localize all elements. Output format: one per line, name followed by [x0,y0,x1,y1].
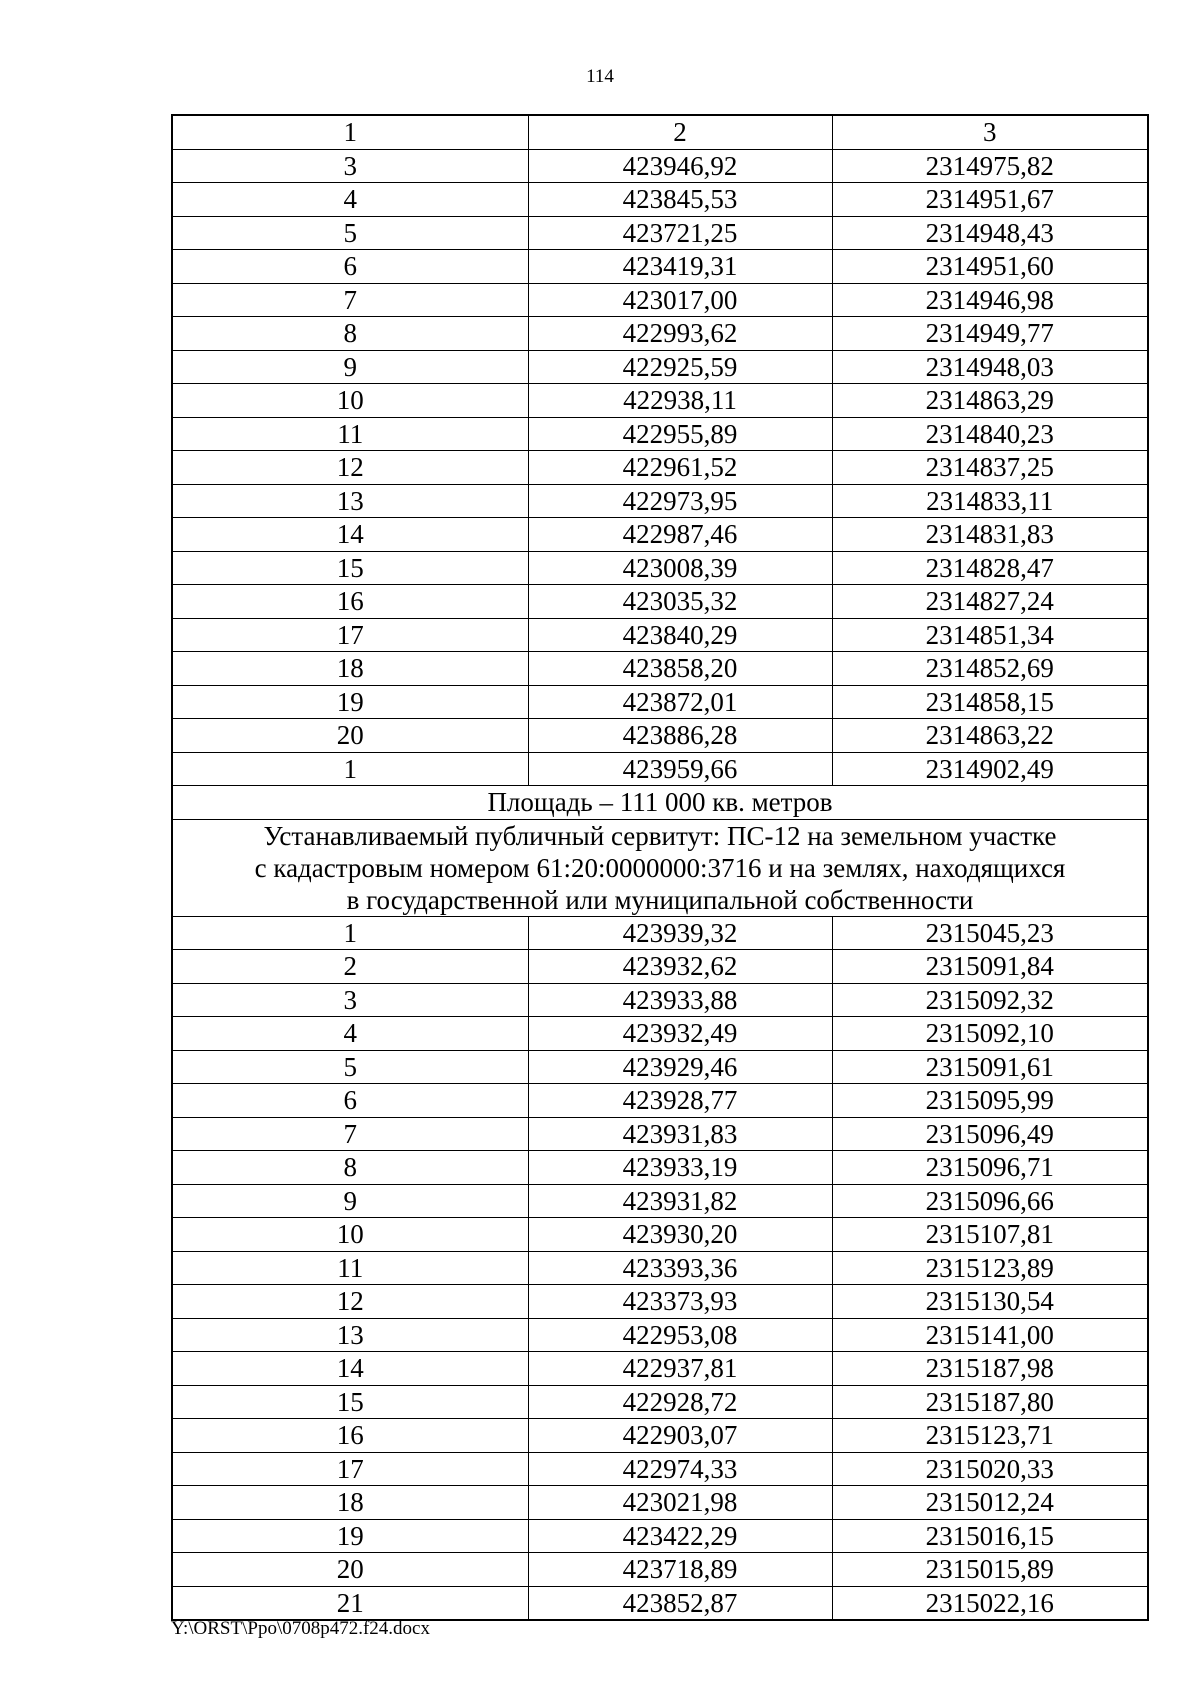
table-row [172,1519,1148,1553]
table-row [172,1452,1148,1486]
table-row [172,1218,1148,1252]
x-coordinate-cell: 423930,20 [528,1218,832,1252]
x-coordinate-cell: 422955,89 [528,417,832,451]
y-coordinate-cell: 2315096,66 [832,1184,1148,1218]
table-row [172,250,1148,284]
x-coordinate-cell: 422928,72 [528,1385,832,1419]
y-coordinate-cell: 2315091,84 [832,950,1148,984]
y-coordinate-cell: 2314858,15 [832,685,1148,719]
y-coordinate-cell: 2315123,89 [832,1251,1148,1285]
y-coordinate-cell: 2315130,54 [832,1285,1148,1319]
y-coordinate-cell: 2315091,61 [832,1050,1148,1084]
y-coordinate-cell: 2314946,98 [832,283,1148,317]
x-coordinate-cell: 423886,28 [528,719,832,753]
point-number-cell: 13 [172,1318,528,1352]
y-coordinate-cell: 2315022,16 [832,1586,1148,1620]
y-coordinate-cell: 2315107,81 [832,1218,1148,1252]
point-number-cell: 9 [172,1184,528,1218]
point-number-cell: 20 [172,719,528,753]
table-row [172,752,1148,786]
x-coordinate-cell: 423872,01 [528,685,832,719]
point-number-cell: 13 [172,484,528,518]
point-number-cell: 15 [172,1385,528,1419]
table-row [172,1151,1148,1185]
footer-file-path: Y:\ORST\Ppo\0708p472.f24.docx [171,1618,430,1639]
point-number-cell: 4 [172,1017,528,1051]
x-coordinate-cell: 423721,25 [528,216,832,250]
table-row [172,149,1148,183]
point-number-cell: 16 [172,585,528,619]
point-number-cell: 14 [172,1352,528,1386]
point-number-cell: 17 [172,618,528,652]
point-number-cell: 5 [172,1050,528,1084]
x-coordinate-cell: 422937,81 [528,1352,832,1386]
x-coordinate-cell: 423017,00 [528,283,832,317]
point-number-cell: 4 [172,183,528,217]
point-number-cell: 7 [172,283,528,317]
point-number-cell: 10 [172,1218,528,1252]
x-coordinate-cell: 423845,53 [528,183,832,217]
table-row [172,1017,1148,1051]
point-number-cell: 3 [172,983,528,1017]
x-coordinate-cell: 423929,46 [528,1050,832,1084]
servitude-description [172,819,1148,916]
x-coordinate-cell: 423928,77 [528,1084,832,1118]
point-number-cell: 3 [172,149,528,183]
point-number-cell: 19 [172,685,528,719]
area-row [172,786,1148,820]
x-coordinate-cell: 423931,82 [528,1184,832,1218]
table-row [172,283,1148,317]
x-coordinate-cell: 422903,07 [528,1419,832,1453]
point-number-cell: 20 [172,1553,528,1587]
y-coordinate-cell: 2314948,43 [832,216,1148,250]
section-1-rows [172,149,1148,786]
table-row [172,1586,1148,1620]
y-coordinate-cell: 2314827,24 [832,585,1148,619]
table-row [172,1084,1148,1118]
table-row [172,384,1148,418]
table-row [172,916,1148,950]
point-number-cell: 1 [172,752,528,786]
point-number-cell: 12 [172,1285,528,1319]
servitude-line-1: Устанавливаемый публичный сервитут: ПС-12 на земельном участке [263,820,1057,851]
y-coordinate-cell: 2315012,24 [832,1486,1148,1520]
table-row [172,1251,1148,1285]
section-separators [172,786,1148,917]
coordinates-table [171,114,1149,1621]
point-number-cell: 7 [172,1117,528,1151]
point-number-cell: 18 [172,652,528,686]
table-row [172,1486,1148,1520]
point-number-cell: 2 [172,950,528,984]
y-coordinate-cell: 2314840,23 [832,417,1148,451]
x-coordinate-cell: 422938,11 [528,384,832,418]
x-coordinate-cell: 422925,59 [528,350,832,384]
table-row [172,1385,1148,1419]
table-row [172,451,1148,485]
y-coordinate-cell: 2314837,25 [832,451,1148,485]
y-coordinate-cell: 2315020,33 [832,1452,1148,1486]
x-coordinate-cell: 422987,46 [528,518,832,552]
page-number: 114 [586,66,614,87]
header-cell-y: 3 [832,115,1148,149]
x-coordinate-cell: 423008,39 [528,551,832,585]
table-row [172,719,1148,753]
x-coordinate-cell: 423718,89 [528,1553,832,1587]
table-row [172,216,1148,250]
area-text: Площадь – 111 000 кв. метров [172,786,1148,820]
table-row [172,1553,1148,1587]
table-row [172,518,1148,552]
y-coordinate-cell: 2315141,00 [832,1318,1148,1352]
y-coordinate-cell: 2315016,15 [832,1519,1148,1553]
x-coordinate-cell: 423852,87 [528,1586,832,1620]
y-coordinate-cell: 2314863,29 [832,384,1148,418]
y-coordinate-cell: 2315123,71 [832,1419,1148,1453]
table-row [172,350,1148,384]
y-coordinate-cell: 2314902,49 [832,752,1148,786]
point-number-cell: 18 [172,1486,528,1520]
y-coordinate-cell: 2315015,89 [832,1553,1148,1587]
table-row [172,950,1148,984]
point-number-cell: 17 [172,1452,528,1486]
point-number-cell: 15 [172,551,528,585]
x-coordinate-cell: 423959,66 [528,752,832,786]
x-coordinate-cell: 423858,20 [528,652,832,686]
point-number-cell: 14 [172,518,528,552]
point-number-cell: 10 [172,384,528,418]
x-coordinate-cell: 423932,62 [528,950,832,984]
x-coordinate-cell: 423932,49 [528,1017,832,1051]
servitude-description-row [172,819,1148,916]
x-coordinate-cell: 423840,29 [528,618,832,652]
table-row [172,685,1148,719]
y-coordinate-cell: 2314851,34 [832,618,1148,652]
y-coordinate-cell: 2314949,77 [832,317,1148,351]
x-coordinate-cell: 423393,36 [528,1251,832,1285]
x-coordinate-cell: 423422,29 [528,1519,832,1553]
table-row [172,183,1148,217]
y-coordinate-cell: 2314831,83 [832,518,1148,552]
y-coordinate-cell: 2314975,82 [832,149,1148,183]
x-coordinate-cell: 423946,92 [528,149,832,183]
table-row [172,317,1148,351]
table-row [172,618,1148,652]
y-coordinate-cell: 2315187,80 [832,1385,1148,1419]
point-number-cell: 11 [172,1251,528,1285]
table-row [172,1184,1148,1218]
y-coordinate-cell: 2315096,49 [832,1117,1148,1151]
table-row [172,983,1148,1017]
table-header-row [172,115,1148,149]
point-number-cell: 16 [172,1419,528,1453]
x-coordinate-cell: 423931,83 [528,1117,832,1151]
x-coordinate-cell: 423373,93 [528,1285,832,1319]
x-coordinate-cell: 423933,88 [528,983,832,1017]
table-row [172,652,1148,686]
y-coordinate-cell: 2314948,03 [832,350,1148,384]
x-coordinate-cell: 422973,95 [528,484,832,518]
x-coordinate-cell: 422993,62 [528,317,832,351]
x-coordinate-cell: 422974,33 [528,1452,832,1486]
y-coordinate-cell: 2315045,23 [832,916,1148,950]
y-coordinate-cell: 2314852,69 [832,652,1148,686]
x-coordinate-cell: 423035,32 [528,585,832,619]
x-coordinate-cell: 422961,52 [528,451,832,485]
point-number-cell: 1 [172,916,528,950]
point-number-cell: 8 [172,1151,528,1185]
point-number-cell: 11 [172,417,528,451]
table-row [172,1352,1148,1386]
header-cell-point-number: 1 [172,115,528,149]
x-coordinate-cell: 423419,31 [528,250,832,284]
y-coordinate-cell: 2315095,99 [832,1084,1148,1118]
y-coordinate-cell: 2314951,67 [832,183,1148,217]
point-number-cell: 21 [172,1586,528,1620]
table-row [172,1419,1148,1453]
y-coordinate-cell: 2314828,47 [832,551,1148,585]
y-coordinate-cell: 2315092,32 [832,983,1148,1017]
servitude-line-3: в государственной или муниципальной собственности [346,884,974,915]
header-cell-x: 2 [528,115,832,149]
point-number-cell: 9 [172,350,528,384]
y-coordinate-cell: 2315187,98 [832,1352,1148,1386]
table-row [172,1318,1148,1352]
table-row [172,417,1148,451]
x-coordinate-cell: 423021,98 [528,1486,832,1520]
table-row [172,585,1148,619]
table-row [172,551,1148,585]
servitude-line-2: с кадастровым номером 61:20:0000000:3716 и на землях, находящихся [254,852,1066,883]
table-row [172,1117,1148,1151]
x-coordinate-cell: 423939,32 [528,916,832,950]
y-coordinate-cell: 2315092,10 [832,1017,1148,1051]
table-row [172,484,1148,518]
y-coordinate-cell: 2314863,22 [832,719,1148,753]
point-number-cell: 6 [172,1084,528,1118]
point-number-cell: 19 [172,1519,528,1553]
point-number-cell: 5 [172,216,528,250]
y-coordinate-cell: 2314833,11 [832,484,1148,518]
y-coordinate-cell: 2315096,71 [832,1151,1148,1185]
point-number-cell: 12 [172,451,528,485]
table-row [172,1285,1148,1319]
y-coordinate-cell: 2314951,60 [832,250,1148,284]
x-coordinate-cell: 423933,19 [528,1151,832,1185]
point-number-cell: 6 [172,250,528,284]
x-coordinate-cell: 422953,08 [528,1318,832,1352]
section-2-rows [172,916,1148,1620]
table-row [172,1050,1148,1084]
point-number-cell: 8 [172,317,528,351]
